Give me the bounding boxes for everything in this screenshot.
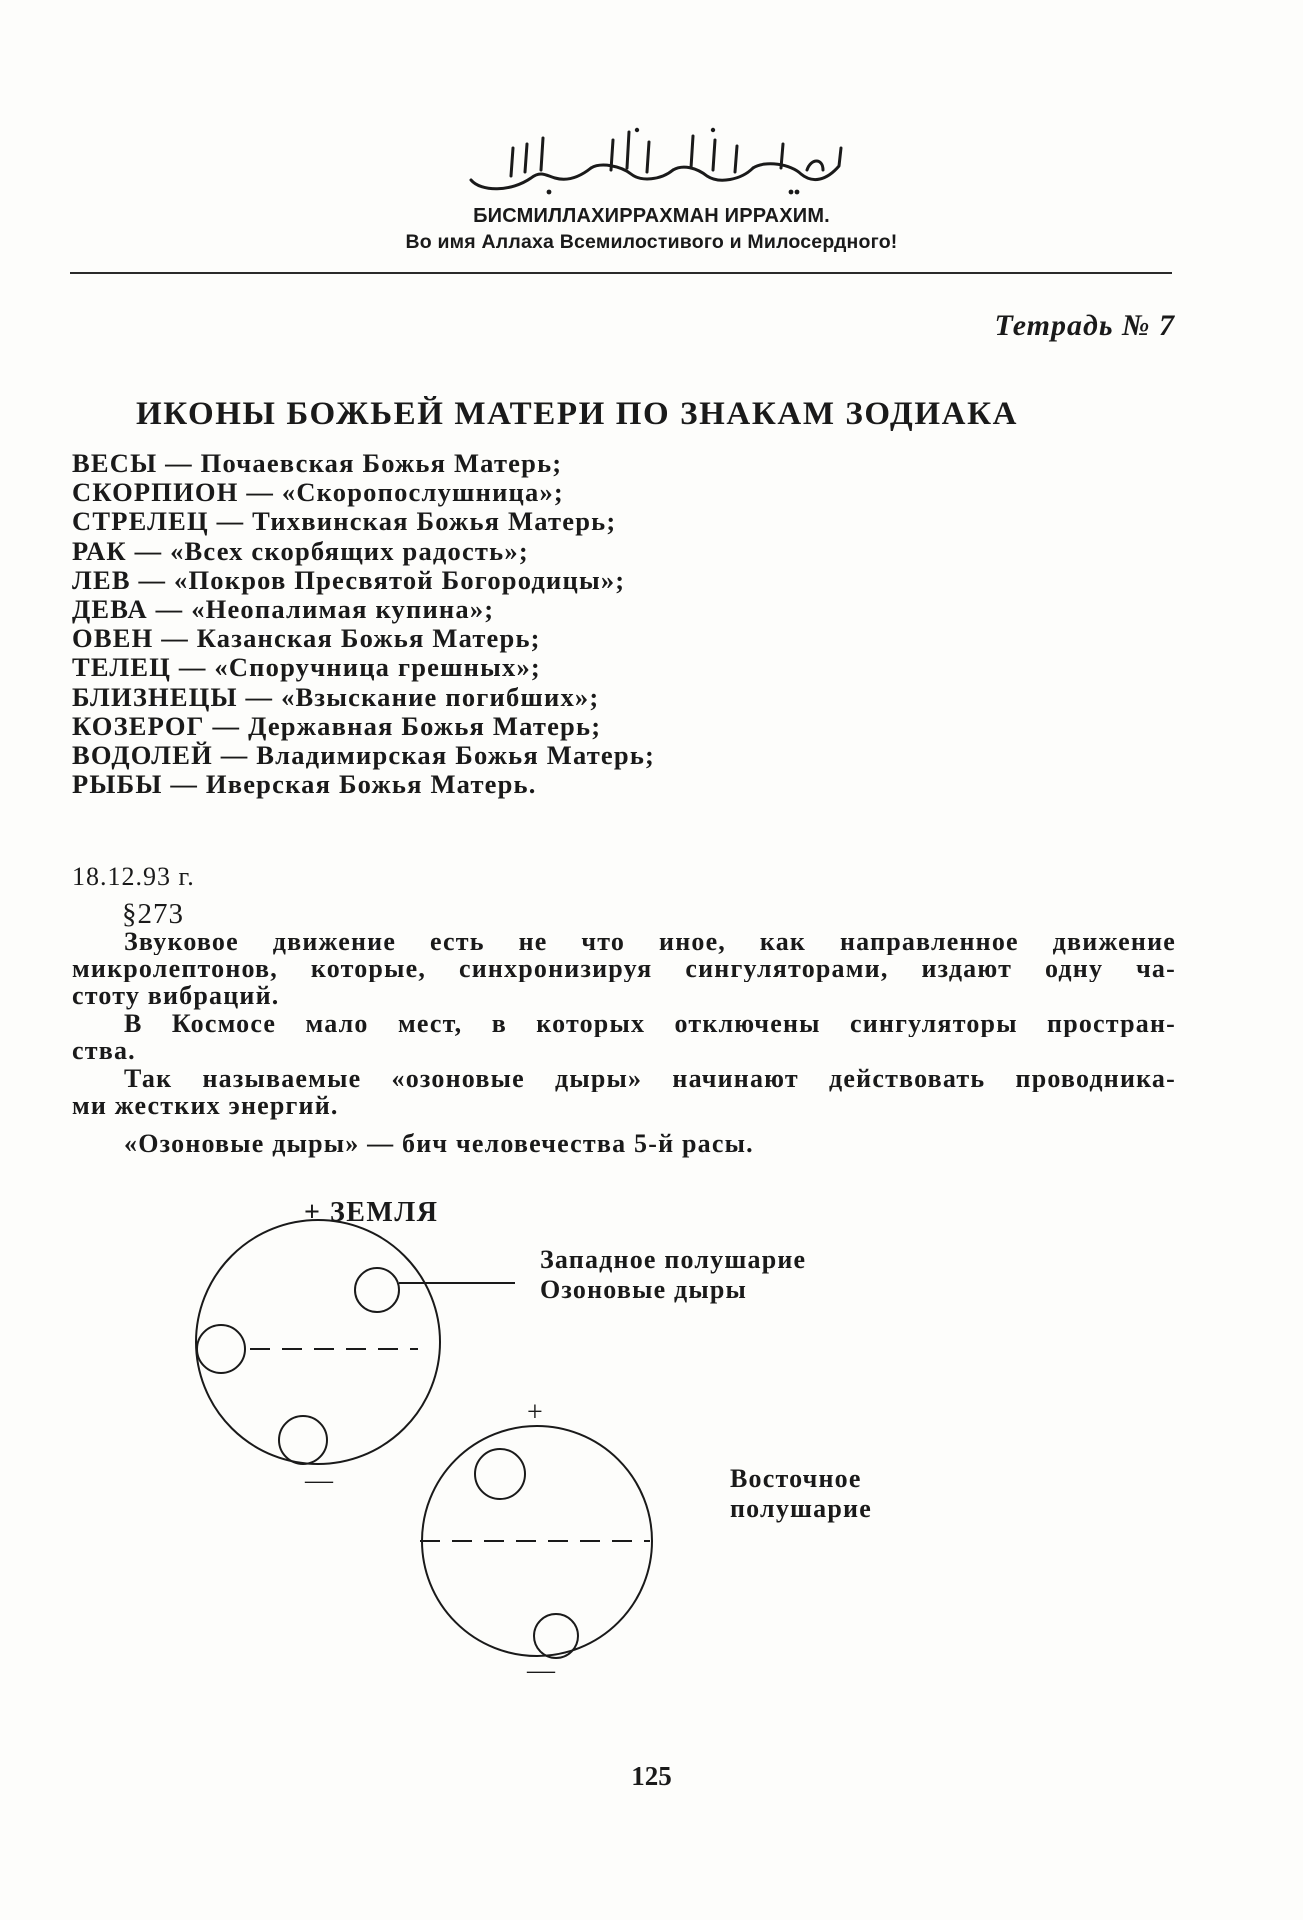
paragraph-2 bbox=[72, 1010, 1176, 1064]
text-line: «Озоновые дыры» — бич человечества 5-й расы. bbox=[124, 1129, 754, 1158]
page-title: ИКОНЫ БОЖЬЕЙ МАТЕРИ ПО ЗНАКАМ ЗОДИАКА bbox=[136, 396, 1019, 432]
minus-sign-west: — bbox=[305, 1465, 333, 1496]
label-line: Озоновые дыры bbox=[540, 1275, 748, 1304]
paragraph-4 bbox=[72, 1130, 1176, 1157]
list-item: ВЕСЫ — Почаевская Божья Матерь; bbox=[72, 448, 563, 478]
earth-label: + ЗЕМЛЯ bbox=[304, 1197, 439, 1228]
list-item: КОЗЕРОГ — Державная Божья Матерь; bbox=[72, 710, 602, 741]
western-hemisphere-label bbox=[540, 1245, 806, 1305]
list-item: ОВЕН — Казанская Божья Матерь; bbox=[72, 623, 541, 654]
ozone-hole-west-2 bbox=[197, 1325, 245, 1373]
label-line: Западное полушарие bbox=[540, 1245, 807, 1274]
zodiac-icon-list bbox=[72, 449, 655, 799]
list-item: СКОРПИОН — «Скоропослушница»; bbox=[72, 477, 564, 508]
header-divider bbox=[70, 272, 1172, 274]
entry-date: 18.12.93 г. bbox=[72, 862, 195, 891]
ozone-hole-east-2 bbox=[534, 1614, 578, 1658]
bismillah-calligraphy-logo bbox=[451, 118, 851, 200]
ozone-hole-west-1 bbox=[355, 1268, 399, 1312]
ozone-hole-east-1 bbox=[475, 1449, 525, 1499]
text-line: ми жестких энергий. bbox=[72, 1091, 339, 1121]
list-item: РАК — «Всех скорбящих радость»; bbox=[72, 535, 529, 566]
label-line: полушарие bbox=[730, 1494, 872, 1523]
bismillah-transliteration: БИСМИЛЛАХИРРАХМАН ИРРАХИМ. bbox=[473, 205, 830, 227]
ozone-hole-west-3 bbox=[279, 1416, 327, 1464]
text-line: микролептонов, которые, синхронизируя сингуляторами, издают одну ча- bbox=[72, 955, 1176, 983]
list-item: СТРЕЛЕЦ — Тихвинская Божья Матерь; bbox=[72, 506, 617, 537]
text-line: ства. bbox=[72, 1036, 136, 1066]
paragraph-number: §273 bbox=[122, 898, 184, 930]
svg-text:بِسْمِ اللَّهِ الرَّحْمَنِ الر: بِسْمِ اللَّهِ الرَّحْمَنِ الرَّحِيمِ bbox=[651, 157, 671, 159]
bismillah-translation: Во имя Аллаха Всемилостивого и Милосердного! bbox=[405, 231, 898, 253]
label-line: Восточное bbox=[730, 1464, 862, 1493]
eastern-hemisphere-globe bbox=[422, 1426, 652, 1656]
minus-sign-east: — bbox=[527, 1655, 555, 1686]
paragraph-1 bbox=[72, 928, 1176, 1010]
page-number: 125 bbox=[631, 1761, 672, 1791]
text-line: Так называемые «озоновые дыры» начинают действовать проводника- bbox=[124, 1065, 1176, 1093]
text-line: Звуковое движение есть не что иное, как направленное движение bbox=[124, 928, 1176, 956]
list-item: РЫБЫ — Иверская Божья Матерь. bbox=[72, 769, 537, 800]
eastern-hemisphere-label bbox=[730, 1464, 872, 1524]
western-hemisphere-globe bbox=[196, 1220, 440, 1464]
list-item: ТЕЛЕЦ — «Споручница грешных»; bbox=[72, 652, 541, 683]
list-item: ЛЕВ — «Покров Пресвятой Богородицы»; bbox=[72, 564, 626, 595]
list-item: ВОДОЛЕЙ — Владимирская Божья Матерь; bbox=[72, 740, 656, 771]
list-item: ДЕВА — «Неопалимая купина»; bbox=[72, 594, 495, 625]
text-line: В Космосе мало мест, в которых отключены сингуляторы простран- bbox=[124, 1010, 1176, 1038]
paragraph-3 bbox=[72, 1065, 1176, 1119]
plus-sign-east: + bbox=[527, 1397, 543, 1428]
list-item: БЛИЗНЕЦЫ — «Взыскание погибших»; bbox=[72, 681, 600, 712]
notebook-label: Тетрадь № 7 bbox=[994, 309, 1175, 342]
text-line: стоту вибраций. bbox=[72, 981, 280, 1011]
